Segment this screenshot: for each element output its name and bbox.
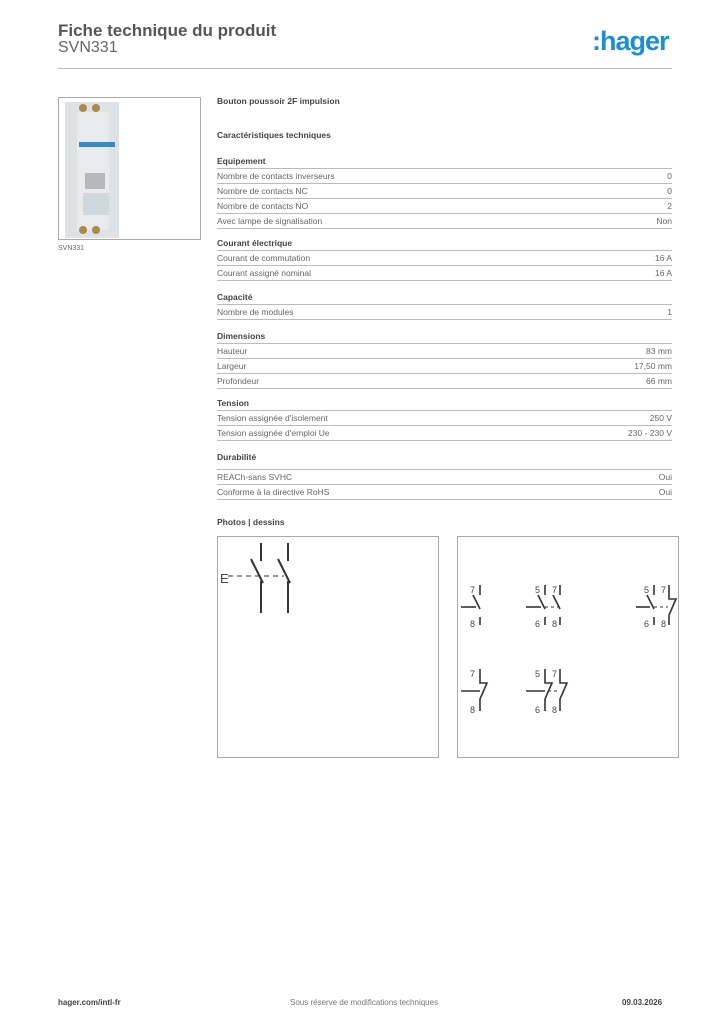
spec-row — [217, 184, 672, 199]
spec-row — [217, 169, 672, 184]
spec-row — [217, 266, 672, 281]
spec-section-title: Durabilité — [217, 451, 672, 470]
footer-website[interactable]: hager.com/intl-fr — [58, 998, 121, 1007]
spec-label: Hauteur — [217, 346, 248, 356]
svg-text:7: 7 — [661, 585, 667, 595]
spec-label: Nombre de modules — [217, 307, 294, 317]
footer-date: 09.03.2026 — [622, 998, 663, 1007]
spec-section-title: Capacité — [217, 291, 672, 305]
svg-text:8: 8 — [470, 705, 476, 715]
spec-label: Largeur — [217, 361, 247, 371]
spec-value: Oui — [658, 472, 672, 482]
spec-label: Nombre de contacts NO — [217, 201, 309, 211]
spec-row — [217, 485, 672, 500]
characteristics-title: Caractéristiques techniques — [217, 130, 331, 140]
spec-label: Avec lampe de signalisation — [217, 216, 323, 226]
spec-value: 250 V — [649, 413, 672, 423]
product-code: SVN331 — [58, 39, 118, 56]
spec-row — [217, 470, 672, 485]
spec-row — [217, 344, 672, 359]
svg-text:5: 5 — [644, 585, 650, 595]
contact-symbol-diagram — [218, 537, 438, 757]
spec-value: 0 — [667, 171, 672, 181]
spec-row — [217, 374, 672, 389]
svg-text:7: 7 — [470, 585, 476, 595]
hager-logo: :hager — [592, 26, 669, 56]
svg-text:7: 7 — [552, 669, 558, 679]
svg-text:8: 8 — [661, 619, 667, 629]
svg-text:6: 6 — [535, 705, 541, 715]
spec-value: 16 A — [654, 268, 672, 278]
spec-row — [217, 251, 672, 266]
spec-section — [217, 291, 672, 320]
spec-section-title: Equipement — [217, 155, 672, 169]
svg-text:8: 8 — [470, 619, 476, 629]
svg-text:5: 5 — [535, 585, 541, 595]
spec-value: 17,50 mm — [634, 361, 672, 371]
photo-caption: SVN331 — [58, 245, 85, 252]
spec-section — [217, 330, 672, 389]
spec-value: 16 A — [654, 253, 672, 263]
spec-label: Tension assignée d'emploi Ue — [217, 428, 330, 438]
spec-label: Nombre de contacts NC — [217, 186, 308, 196]
photos-title: Photos | dessins — [217, 517, 285, 527]
svg-text:7: 7 — [552, 585, 558, 595]
product-photo — [58, 97, 201, 240]
spec-row — [217, 305, 672, 320]
svg-text:E: E — [220, 571, 229, 586]
wiring-diagram-box — [217, 536, 439, 758]
spec-label: Conforme à la directive RoHS — [217, 487, 330, 497]
svg-text:5: 5 — [535, 669, 541, 679]
svg-text:7: 7 — [470, 669, 476, 679]
spec-row — [217, 214, 672, 229]
spec-value: Oui — [658, 487, 672, 497]
spec-row — [217, 411, 672, 426]
svg-text:8: 8 — [552, 705, 558, 715]
spec-label: Profondeur — [217, 376, 260, 386]
spec-section — [217, 237, 672, 281]
product-name: Bouton poussoir 2F impulsion — [217, 96, 340, 106]
contact-variants-box — [457, 536, 679, 758]
spec-value: Non — [656, 216, 672, 226]
spec-section — [217, 155, 672, 229]
page-title: Fiche technique du produit — [58, 21, 277, 40]
header-divider — [58, 68, 672, 69]
footer-disclaimer: Sous réserve de modifications techniques — [290, 998, 439, 1007]
spec-label: Courant de commutation — [217, 253, 311, 263]
spec-section-title: Tension — [217, 397, 672, 411]
spec-value: 0 — [667, 186, 672, 196]
spec-value: 1 — [667, 307, 672, 317]
spec-value: 2 — [667, 201, 672, 211]
spec-value: 230 - 230 V — [628, 428, 672, 438]
spec-value: 83 mm — [646, 346, 672, 356]
spec-label: Courant assigné nominal — [217, 268, 312, 278]
spec-row — [217, 426, 672, 441]
svg-text:6: 6 — [535, 619, 541, 629]
spec-section — [217, 397, 672, 441]
spec-section-title: Courant électrique — [217, 237, 672, 251]
svg-text:8: 8 — [552, 619, 558, 629]
svg-text:6: 6 — [644, 619, 650, 629]
spec-row — [217, 359, 672, 374]
spec-section — [217, 451, 672, 500]
spec-section-title: Dimensions — [217, 330, 672, 344]
spec-label: Tension assignée d'isolement — [217, 413, 328, 423]
spec-label: Nombre de contacts inverseurs — [217, 171, 335, 181]
spec-row — [217, 199, 672, 214]
spec-value: 66 mm — [646, 376, 672, 386]
spec-label: REACh-sans SVHC — [217, 472, 293, 482]
contact-variants-diagram — [458, 537, 678, 757]
